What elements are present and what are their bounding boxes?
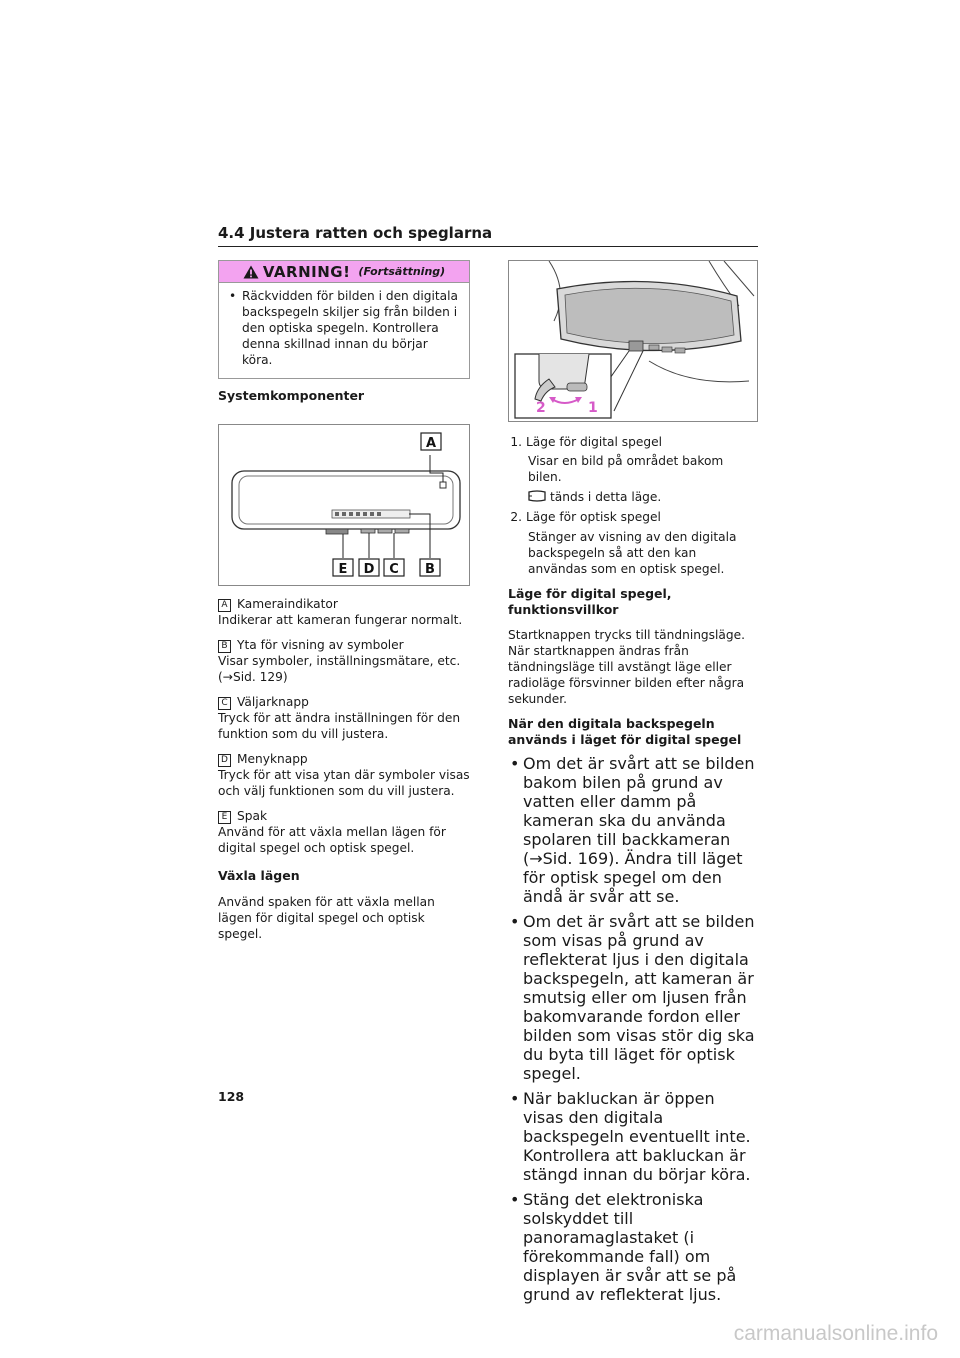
component-b	[218, 637, 470, 685]
figure1-label-b: B	[425, 562, 435, 577]
mode-1	[508, 434, 758, 450]
usage-bullets	[508, 754, 758, 1304]
component-title: Yta för visning av symboler	[237, 638, 404, 652]
mode-desc: Visar en bild på området bakom bilen.	[528, 454, 724, 484]
conditions-text: Startknappen trycks till tändningsläge. När startknappen ändras från tändningsläge till avstängt läge eller radioläge försvinner bilden efter några sekunder.	[508, 628, 745, 706]
left-column	[218, 260, 470, 942]
mode-desc: Stänger av visning av den digitala backspegeln så att den kan användas som en optisk spegel.	[528, 530, 737, 576]
system-components-heading: Systemkomponenter	[218, 388, 365, 403]
figure1-label-e: E	[338, 562, 348, 577]
mode-extra-text: tänds i detta läge.	[550, 490, 662, 504]
mode-title: Läge för digital spegel	[526, 435, 662, 449]
switch-modes-text: Använd spaken för att växla mellan lägen för digital spegel och optisk spegel.	[218, 895, 435, 941]
component-title: Kameraindikator	[237, 597, 338, 611]
right-column	[508, 260, 758, 1304]
figure2-label-1: 1	[588, 400, 598, 416]
component-title: Spak	[237, 809, 267, 823]
component-badge: A	[218, 599, 231, 612]
component-desc: Tryck för att ändra inställningen för den funktion som du vill justera.	[218, 711, 461, 741]
mode-number: 1.	[510, 435, 522, 449]
warning-bullet: • Räckvidden för bilden i den digitala backspegeln skiljer sig från bilden i den optiska spegeln. Kontrollera denna skillnad innan du börjar köra.	[227, 288, 461, 368]
warning-label: VARNING!	[262, 262, 351, 281]
watermark-text: carmanualsonline.info	[733, 1322, 938, 1345]
component-title: Menyknapp	[237, 752, 308, 766]
figure1-label-d: D	[363, 562, 375, 577]
component-title: Väljarknapp	[237, 695, 309, 709]
component-badge: C	[218, 697, 231, 710]
figure1-label-a: A	[425, 436, 437, 451]
component-e	[218, 808, 470, 856]
component-list	[218, 596, 470, 856]
component-desc: Indikerar att kameran fungerar normalt.	[218, 613, 463, 627]
page-number: 128	[218, 1089, 245, 1104]
figure2-label-2: 2	[536, 400, 546, 416]
mirror-indicator-icon	[528, 490, 546, 502]
component-badge: D	[218, 754, 231, 767]
mirror-illustration	[219, 425, 470, 586]
usage-bullet: • Om det är svårt att se bilden som visas på grund av reflekterat ljus i den digitala backspegeln, att kameran är smutsig eller om ljusen från bakomvarande fordon eller bilden som visas stör dig ska du byta till läget för optisk spegel.	[508, 912, 758, 1083]
switch-modes-heading: Växla lägen	[218, 868, 300, 883]
usage-bullet: • Stäng det elektroniska solskyddet till panoramaglastaket (i förekommande fall) om displayen är svår att se på grund av reflekterat ljus.	[508, 1190, 758, 1304]
mode-extra	[508, 489, 758, 505]
usage-heading: När den digitala backspegeln används i läget för digital spegel	[508, 716, 742, 747]
mode-2	[508, 509, 758, 525]
usage-bullet: • När bakluckan är öppen visas den digitala backspegeln eventuellt inte. Kontrollera att bakluckan är stängd innan du börjar köra.	[508, 1089, 758, 1184]
mode-list	[508, 434, 758, 577]
figure1-label-c: C	[389, 562, 399, 577]
mode-title: Läge för optisk spegel	[526, 510, 661, 524]
component-desc: Visar symboler, inställningsmätare, etc. (→Sid. 129)	[218, 654, 461, 684]
mirror-components-figure	[218, 424, 470, 586]
component-badge: B	[218, 640, 231, 653]
component-desc: Tryck för att visa ytan där symboler visas och välj funktionen som du vill justera.	[218, 768, 470, 798]
component-d	[218, 751, 470, 799]
warning-continuation: (Fortsättning)	[358, 265, 446, 278]
warning-header	[219, 261, 469, 283]
section-title: 4.4 Justera ratten och speglarna	[218, 224, 758, 247]
lever-illustration	[509, 261, 758, 422]
warning-triangle-icon	[243, 265, 259, 279]
component-badge: E	[218, 811, 231, 824]
component-c	[218, 694, 470, 742]
warning-body	[219, 283, 469, 378]
usage-bullet: • Om det är svårt att se bilden bakom bilen på grund av vatten eller damm på kameran ska du använda spolaren till backkameran (→Sid. 169). Ändra till läget för optisk spegel om den ändå är svår att se.	[508, 754, 758, 906]
component-a	[218, 596, 470, 628]
warning-box	[218, 260, 470, 379]
lever-figure	[508, 260, 758, 422]
conditions-heading: Läge för digital spegel, funktionsvillkor	[508, 586, 672, 617]
mode-number: 2.	[510, 510, 522, 524]
component-desc: Använd för att växla mellan lägen för digital spegel och optisk spegel.	[218, 825, 446, 855]
